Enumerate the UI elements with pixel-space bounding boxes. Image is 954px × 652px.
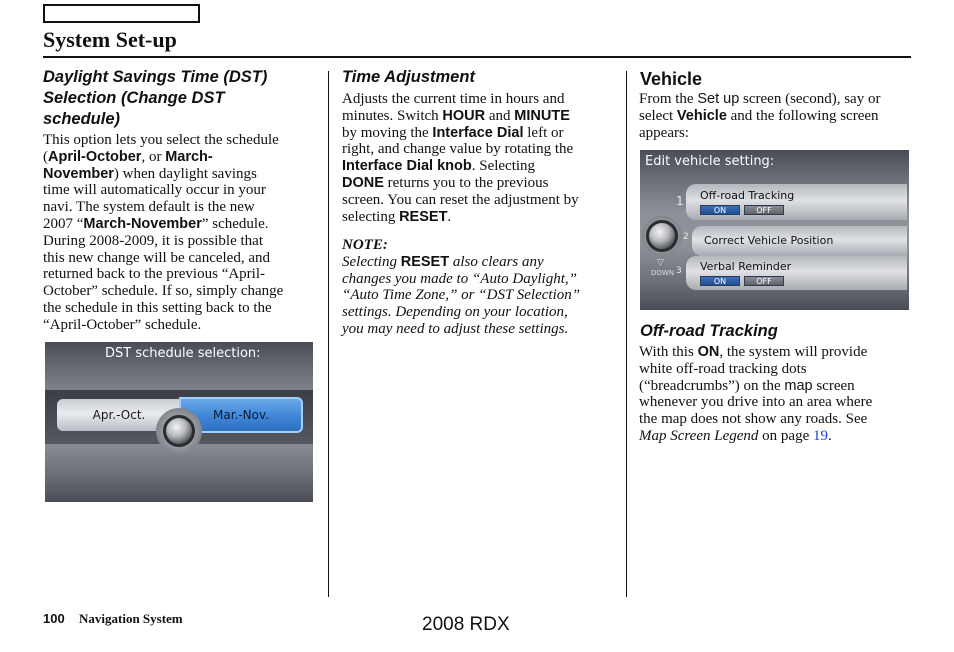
row-off-road-tracking[interactable] [686, 184, 907, 220]
off-road-paragraph [639, 344, 914, 445]
text-line [342, 209, 624, 226]
text-line: white off-road tracking dots [639, 360, 807, 377]
text-run: Selecting [342, 253, 401, 270]
text-line [639, 378, 914, 395]
text-line: “Auto Time Zone,” or “DST Selection” [342, 287, 581, 304]
text-line [342, 108, 624, 125]
text-line [43, 166, 325, 183]
text-run: select [639, 107, 677, 124]
row-number: 1 [676, 194, 684, 208]
text-line: whenever you drive into an area where [639, 394, 873, 411]
keyword-done: DONE [342, 174, 384, 191]
text-run: also clears any [449, 253, 544, 270]
row-label: Off-road Tracking [700, 189, 795, 202]
column-divider-left [328, 71, 329, 597]
dst-heading-line: Selection (Change DST [43, 89, 225, 107]
keyword-reset: RESET [400, 253, 450, 270]
text-line: the map does not show any roads. See [639, 411, 868, 428]
row-verbal-reminder[interactable] [686, 256, 907, 290]
interface-dial-icon [163, 415, 195, 447]
page-number: 100 [43, 611, 65, 626]
on-button[interactable]: ON [700, 276, 740, 286]
row-label: Verbal Reminder [700, 260, 792, 273]
row-correct-vehicle-position[interactable] [692, 226, 907, 256]
text-line: time will automatically occur in your [43, 182, 266, 199]
text-line [342, 175, 624, 192]
dst-heading [43, 67, 323, 130]
dst-heading-line: Daylight Savings Time (DST) [43, 68, 268, 86]
text-line: screen. You can reset the adjustment by [342, 191, 579, 208]
map-screen-legend-ref: Map Screen Legend [639, 427, 759, 444]
text-line: During 2008-2009, it is possible that [43, 232, 263, 249]
keyword-interface-dial: Interface Dial [432, 124, 524, 141]
text-line: appears: [639, 124, 689, 141]
off-button[interactable]: OFF [744, 205, 784, 215]
text-line [639, 108, 914, 125]
book-title: Navigation System [79, 611, 183, 626]
text-run: minutes. Switch [342, 107, 443, 124]
text-line [342, 158, 624, 175]
vehicle-setting-screen [640, 150, 909, 310]
dst-option-mar-nov[interactable]: Mar.-Nov. [179, 397, 303, 433]
keyword-interface-dial-knob: Interface Dial knob [342, 158, 472, 175]
dst-paragraph [43, 132, 325, 334]
text-run: . [828, 427, 832, 444]
text-line: October” schedule. If so, simply change [43, 283, 284, 300]
row-number: 2 [683, 232, 689, 242]
down-arrow-icon: ▽ [657, 258, 664, 268]
text-run: by moving the [342, 124, 433, 141]
text-run: selecting [342, 208, 400, 225]
keyword-march: March- [165, 148, 213, 165]
keyword-november: November [43, 165, 114, 182]
dst-option-apr-oct[interactable]: Apr.-Oct. [57, 399, 181, 431]
note-label: NOTE: [342, 237, 388, 253]
vehicle-screen-title: Edit vehicle setting: [645, 154, 775, 169]
text-run: and the following screen [726, 107, 879, 124]
row-label: Correct Vehicle Position [704, 234, 834, 247]
dst-selection-screen [45, 342, 313, 502]
text-line: returned back to the previous “April- [43, 266, 266, 283]
text-line [43, 149, 325, 166]
down-label: DOWN [651, 269, 675, 277]
model-label: 2008 RDX [422, 614, 510, 635]
time-adjustment-paragraph [342, 91, 624, 225]
keyword-minute: MINUTE [514, 107, 570, 124]
section-title: System Set-up [43, 27, 177, 52]
off-road-tracking-heading: Off-road Tracking [640, 322, 778, 340]
text-run: ) when daylight savings [113, 165, 257, 182]
text-line [639, 91, 914, 108]
on-button[interactable]: ON [700, 205, 740, 215]
text-line [43, 216, 325, 233]
text-run: returns you to the previous [383, 174, 549, 191]
dst-heading-line: schedule) [43, 110, 121, 128]
row-number: 3 [676, 266, 682, 276]
text-line: Adjusts the current time in hours and [342, 91, 565, 107]
text-line: the schedule in this setting back to the [43, 299, 272, 316]
keyword-april-october: April-October [48, 148, 142, 165]
page-link[interactable]: 19 [813, 427, 828, 444]
keyword-vehicle: Vehicle [676, 107, 727, 124]
text-line [342, 125, 624, 142]
text-line [639, 428, 914, 445]
text-line: navi. The system default is the new [43, 199, 255, 216]
keyword-on: ON [697, 344, 720, 360]
title-rule [43, 56, 911, 58]
keyword-map: map [784, 377, 813, 394]
text-run: , the system will provide [719, 344, 868, 360]
text-line: changes you made to “Auto Daylight,” [342, 270, 577, 287]
text-line: you may need to adjust these settings. [342, 320, 569, 337]
text-run: From the [639, 91, 698, 107]
text-line [639, 344, 914, 361]
text-run: . Selecting [471, 158, 536, 175]
text-line [342, 254, 624, 271]
text-run: . [447, 208, 452, 225]
off-button[interactable]: OFF [744, 276, 784, 286]
text-line: right, and change value by rotating the [342, 141, 574, 158]
note-block [342, 237, 624, 338]
text-run: screen (second), say or [739, 91, 881, 107]
text-run: on page [758, 427, 813, 444]
text-line: settings. Depending on your location, [342, 304, 568, 321]
text-run: , or [141, 148, 166, 165]
text-run: 2007 “ [43, 215, 84, 232]
keyword-set-up: Set up [697, 91, 740, 107]
text-run: screen [812, 377, 855, 394]
text-run: left or [523, 124, 564, 141]
vehicle-heading: Vehicle [640, 69, 703, 89]
keyword-reset: RESET [399, 208, 448, 225]
text-line: This option lets you select the schedule [43, 132, 279, 148]
keyword-hour: HOUR [442, 107, 486, 124]
text-run: (“breadcrumbs”) on the [639, 377, 785, 394]
text-run: With this [639, 344, 698, 360]
column-divider-right [626, 71, 627, 597]
text-run: ( [43, 148, 48, 165]
text-line: this new change will be canceled, and [43, 249, 270, 266]
interface-dial-icon [646, 220, 678, 252]
keyword-march-november: March-November [83, 215, 202, 232]
text-run: ” schedule. [201, 215, 269, 232]
vehicle-paragraph [639, 91, 914, 141]
header-tab-box [43, 4, 200, 23]
text-line: “April-October” schedule. [43, 316, 202, 333]
time-adjustment-heading: Time Adjustment [342, 68, 475, 86]
text-run: and [485, 107, 515, 124]
dst-screen-title: DST schedule selection: [105, 346, 261, 361]
